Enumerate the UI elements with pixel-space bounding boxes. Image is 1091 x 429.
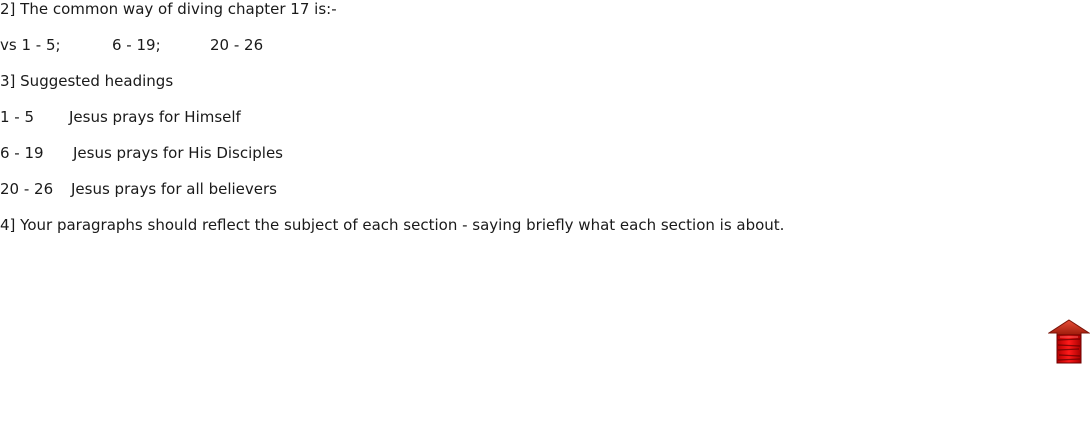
heading-title: Jesus prays for all believers [71,180,277,198]
chapter-divisions [0,36,263,54]
heading-range: 20 - 26 [0,180,54,198]
heading-title: Jesus prays for His Disciples [73,144,283,162]
intro-text: 2] The common way of diving chapter 17 is:- [0,0,337,18]
heading-row [0,144,283,162]
headings-title: 3] Suggested headings [0,72,174,90]
up-arrow-icon [1048,319,1090,365]
heading-row [0,180,277,198]
division-first: vs 1 - 5; [0,36,61,54]
heading-row [0,108,241,126]
back-to-top-button[interactable] [1048,319,1090,365]
closing-text: 4] Your paragraphs should reflect the subject of each section - saying briefly what each section is about. [0,216,785,234]
division-second: 6 - 19; [112,36,161,54]
heading-range: 6 - 19 [0,144,44,162]
heading-title: Jesus prays for Himself [69,108,241,126]
heading-range: 1 - 5 [0,108,35,126]
division-third: 20 - 26 [210,36,264,54]
